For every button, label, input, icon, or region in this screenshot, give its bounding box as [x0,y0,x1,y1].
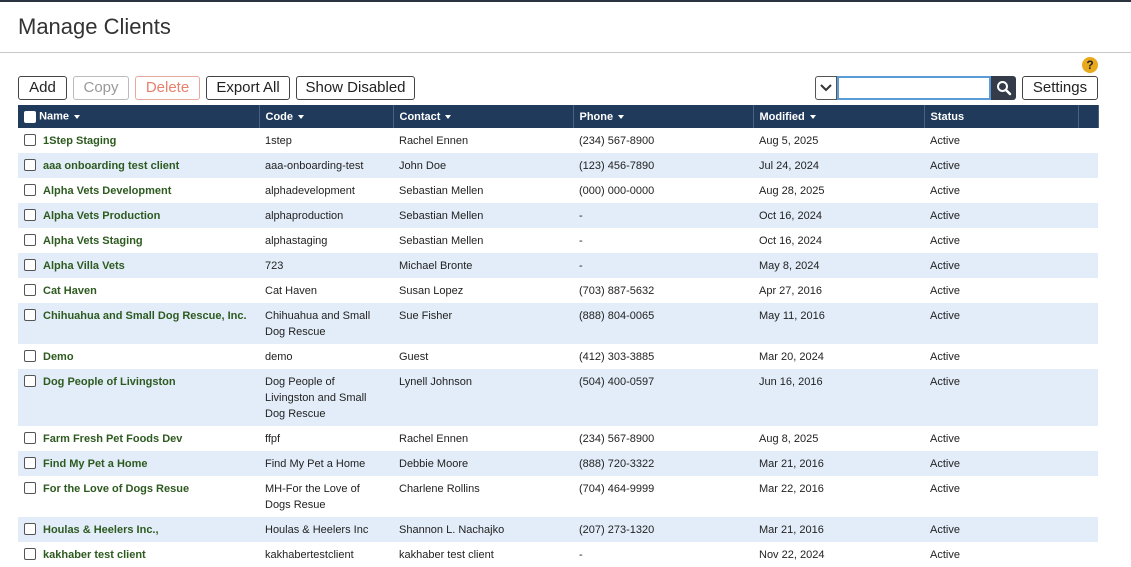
table-row[interactable] [18,278,1098,303]
client-status: Active [930,285,960,297]
client-name-link[interactable]: aaa onboarding test client [43,160,180,172]
client-name-cell[interactable] [18,303,259,344]
row-checkbox[interactable] [24,523,36,535]
show-disabled-button[interactable]: Show Disabled [296,76,415,100]
table-row[interactable] [18,128,1098,153]
sort-arrow-icon [810,115,816,119]
page-title: Manage Clients [18,14,171,39]
client-name-link[interactable]: Alpha Vets Staging [43,235,143,247]
client-contact: Charlene Rollins [399,483,480,495]
table-row[interactable] [18,451,1098,476]
client-contact: Rachel Ennen [399,135,469,147]
table-row[interactable] [18,228,1098,253]
client-name-link[interactable]: Alpha Vets Development [43,185,172,197]
client-phone: (412) 303-3885 [579,351,655,363]
client-name-link[interactable]: kakhaber test client [43,549,146,561]
client-status: Active [930,458,960,470]
client-modified: Aug 8, 2025 [759,433,819,445]
client-modified: Oct 16, 2024 [759,235,822,247]
row-spacer [1078,344,1098,369]
client-status: Active [930,235,960,247]
client-name-cell[interactable] [18,344,259,369]
sort-arrow-icon [74,115,80,119]
help-icon[interactable]: ? [1082,57,1098,73]
client-name-link[interactable]: Alpha Villa Vets [43,260,125,272]
client-phone: - [579,549,583,561]
client-contact: Sue Fisher [399,310,453,322]
client-code: Dog People of Livingston and Small Dog Rescue [265,376,367,420]
search-button[interactable] [991,76,1016,100]
client-phone: (234) 567-8900 [579,135,655,147]
row-spacer [1078,278,1098,303]
client-name-cell[interactable] [18,128,259,153]
table-row[interactable] [18,303,1098,344]
sort-arrow-icon [618,115,624,119]
client-code: Chihuahua and Small Dog Rescue [265,310,371,338]
client-name-link[interactable]: Cat Haven [43,285,97,297]
row-spacer [1078,178,1098,203]
client-phone: (234) 567-8900 [579,433,655,445]
client-contact: Guest [399,351,429,363]
client-code: ffpf [265,433,281,445]
client-modified: May 8, 2024 [759,260,820,272]
client-code: demo [265,351,293,363]
client-modified: Aug 28, 2025 [759,185,825,197]
client-name-cell[interactable] [18,476,259,517]
client-name-cell[interactable] [18,542,259,567]
client-phone: (888) 804-0065 [579,310,655,322]
client-phone: (504) 400-0597 [579,376,655,388]
client-code: 1step [265,135,292,147]
row-checkbox[interactable] [24,159,36,171]
table-row[interactable] [18,476,1098,517]
column-header-status-label: Status [930,110,965,123]
client-code: Find My Pet a Home [265,458,366,470]
client-name-link[interactable]: Farm Fresh Pet Foods Dev [43,433,183,445]
column-header-code[interactable] [259,105,393,128]
client-code: Houlas & Heelers Inc [265,524,369,536]
row-spacer [1078,228,1098,253]
client-status: Active [930,185,960,197]
client-status: Active [930,160,960,172]
row-spacer [1078,128,1098,153]
sort-arrow-icon [445,115,451,119]
column-header-name-label: Name [39,110,70,123]
table-row[interactable] [18,369,1098,426]
client-name-cell[interactable] [18,369,259,426]
client-status: Active [930,135,960,147]
client-phone: - [579,260,583,272]
add-button[interactable]: Add [18,76,67,100]
client-modified: May 11, 2016 [759,310,825,322]
client-name-cell[interactable] [18,153,259,178]
client-modified: Apr 27, 2016 [759,285,822,297]
client-name-cell[interactable] [18,203,259,228]
row-checkbox[interactable] [24,375,36,387]
chevron-down-icon [820,84,832,92]
client-status: Active [930,376,960,388]
row-checkbox[interactable] [24,134,36,146]
client-modified: Jun 16, 2016 [759,376,823,388]
table-header-row [18,105,1098,128]
client-code: 723 [265,260,284,272]
client-name-cell[interactable] [18,178,259,203]
row-checkbox[interactable] [24,350,36,362]
row-spacer [1078,451,1098,476]
client-code: kakhabertestclient [265,549,354,561]
row-spacer [1078,303,1098,344]
column-header-modified[interactable] [753,105,924,128]
title-divider [0,52,1131,53]
client-contact: kakhaber test client [399,549,494,561]
row-spacer [1078,476,1098,517]
row-checkbox[interactable] [24,432,36,444]
sort-arrow-icon [298,115,304,119]
client-modified: Mar 21, 2016 [759,524,824,536]
row-checkbox[interactable] [24,457,36,469]
column-header-phone-label: Phone [579,110,614,123]
column-header-code-label: Code [265,110,293,123]
column-header-modified-label: Modified [759,110,805,123]
client-contact: John Doe [399,160,447,172]
client-contact: Michael Bronte [399,260,473,272]
client-phone: (888) 720-3322 [579,458,655,470]
client-name-link[interactable]: Demo [43,351,74,363]
export-all-button[interactable]: Export All [206,76,290,100]
row-checkbox[interactable] [24,284,36,296]
row-checkbox[interactable] [24,548,36,560]
client-contact: Debbie Moore [399,458,469,470]
row-spacer [1078,253,1098,278]
client-status: Active [930,260,960,272]
client-code: alphaproduction [265,210,344,222]
settings-button[interactable]: Settings [1022,76,1098,100]
row-checkbox[interactable] [24,482,36,494]
client-contact: Sebastian Mellen [399,235,484,247]
client-contact: Rachel Ennen [399,433,469,445]
row-spacer [1078,369,1098,426]
clients-table [18,105,1098,567]
search-filter-dropdown[interactable] [815,76,837,100]
table-row[interactable] [18,517,1098,542]
column-header-name[interactable] [18,105,259,128]
client-contact: Susan Lopez [399,285,464,297]
client-status: Active [930,524,960,536]
client-code: MH-For the Love of Dogs Resue [265,483,360,511]
client-status: Active [930,351,960,363]
client-contact: Shannon L. Nachajko [399,524,505,536]
client-name-link[interactable]: Chihuahua and Small Dog Rescue, Inc. [43,310,247,322]
column-header-status[interactable] [924,105,1078,128]
client-name-link[interactable]: 1Step Staging [43,135,117,147]
table-row[interactable] [18,542,1098,567]
client-code: aaa-onboarding-test [265,160,364,172]
table-row[interactable] [18,178,1098,203]
client-status: Active [930,210,960,222]
client-modified: Jul 24, 2024 [759,160,819,172]
client-name-cell[interactable] [18,426,259,451]
row-spacer [1078,542,1098,567]
client-modified: Oct 16, 2024 [759,210,822,222]
row-spacer [1078,517,1098,542]
table-row[interactable] [18,203,1098,228]
client-phone: - [579,210,583,222]
client-contact: Sebastian Mellen [399,210,484,222]
client-phone: (123) 456-7890 [579,160,655,172]
client-name-cell[interactable] [18,253,259,278]
client-code: alphadevelopment [265,185,355,197]
client-phone: (207) 273-1320 [579,524,655,536]
client-name-link[interactable]: Dog People of Livingston [43,376,176,388]
delete-button[interactable]: Delete [135,76,200,100]
client-phone: (000) 000-0000 [579,185,655,197]
search-icon [996,80,1012,96]
client-name-link[interactable]: Find My Pet a Home [43,458,148,470]
client-code: alphastaging [265,235,328,247]
table-row[interactable] [18,153,1098,178]
client-phone: (704) 464-9999 [579,483,655,495]
client-code: Cat Haven [265,285,317,297]
copy-button[interactable]: Copy [73,76,129,100]
column-header-contact-label: Contact [399,110,441,123]
client-status: Active [930,433,960,445]
client-modified: Mar 21, 2016 [759,458,824,470]
client-modified: Mar 20, 2024 [759,351,824,363]
client-contact: Sebastian Mellen [399,185,484,197]
client-name-link[interactable]: Alpha Vets Production [43,210,161,222]
client-name-cell[interactable] [18,517,259,542]
client-phone: (703) 887-5632 [579,285,655,297]
client-name-link[interactable]: Houlas & Heelers Inc., [43,524,159,536]
top-strip [0,0,1131,2]
client-phone: - [579,235,583,247]
client-name-cell[interactable] [18,451,259,476]
row-checkbox[interactable] [24,209,36,221]
client-name-cell[interactable] [18,278,259,303]
row-spacer [1078,203,1098,228]
row-checkbox[interactable] [24,234,36,246]
column-header-phone[interactable] [573,105,753,128]
select-all-checkbox[interactable] [24,111,36,123]
column-header-extra [1078,105,1098,128]
client-status: Active [930,549,960,561]
row-checkbox[interactable] [24,259,36,271]
column-header-contact[interactable] [393,105,573,128]
row-checkbox[interactable] [24,184,36,196]
table-row[interactable] [18,344,1098,369]
client-name-link[interactable]: For the Love of Dogs Resue [43,483,190,495]
table-row[interactable] [18,426,1098,451]
client-status: Active [930,310,960,322]
row-checkbox[interactable] [24,309,36,321]
search-input[interactable] [837,76,991,100]
client-contact: Lynell Johnson [399,376,472,388]
client-modified: Aug 5, 2025 [759,135,819,147]
client-name-cell[interactable] [18,228,259,253]
client-status: Active [930,483,960,495]
client-modified: Mar 22, 2016 [759,483,824,495]
row-spacer [1078,426,1098,451]
table-row[interactable] [18,253,1098,278]
row-spacer [1078,153,1098,178]
client-modified: Nov 22, 2024 [759,549,825,561]
